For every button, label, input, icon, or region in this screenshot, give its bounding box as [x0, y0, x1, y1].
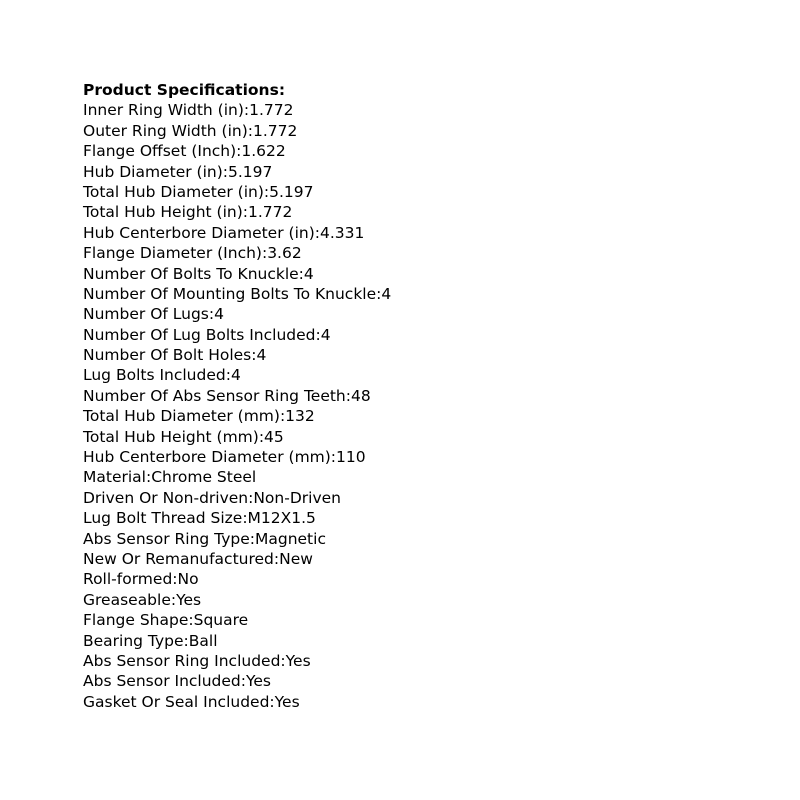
spec-lug-bolts-included-count: Number Of Lug Bolts Included:4 — [83, 325, 331, 344]
spec-bolt-holes: Number Of Bolt Holes:4 — [83, 346, 267, 365]
spec-abs-sensor-included: Abs Sensor Included:Yes — [83, 672, 272, 691]
spec-greaseable: Greaseable:Yes — [83, 590, 202, 609]
spec-lug-bolt-thread-size: Lug Bolt Thread Size:M12X1.5 — [83, 509, 316, 528]
spec-driven: Driven Or Non-driven:Non-Driven — [83, 488, 341, 507]
spec-flange-offset: Flange Offset (Inch):1.622 — [83, 142, 286, 161]
spec-list — [83, 100, 783, 712]
spec-number-of-lugs: Number Of Lugs:4 — [83, 305, 224, 324]
spec-flange-shape: Flange Shape:Square — [83, 611, 249, 630]
spec-lug-bolts-included: Lug Bolts Included:4 — [83, 366, 241, 385]
spec-hub-centerbore-diameter-in: Hub Centerbore Diameter (in):4.331 — [83, 223, 365, 242]
spec-total-hub-height-mm: Total Hub Height (mm):45 — [83, 427, 284, 446]
spec-abs-sensor-ring-included: Abs Sensor Ring Included:Yes — [83, 651, 311, 670]
spec-total-hub-diameter-mm: Total Hub Diameter (mm):132 — [83, 407, 315, 426]
spec-total-hub-height-in: Total Hub Height (in):1.772 — [83, 203, 293, 222]
spec-mounting-bolts-to-knuckle: Number Of Mounting Bolts To Knuckle:4 — [83, 284, 392, 303]
spec-total-hub-diameter-in: Total Hub Diameter (in):5.197 — [83, 182, 314, 201]
spec-roll-formed: Roll-formed:No — [83, 570, 199, 589]
spec-flange-diameter: Flange Diameter (Inch):3.62 — [83, 244, 302, 263]
spec-abs-sensor-ring-teeth: Number Of Abs Sensor Ring Teeth:48 — [83, 386, 371, 405]
spec-gasket-or-seal-included: Gasket Or Seal Included:Yes — [83, 692, 300, 711]
spec-hub-diameter: Hub Diameter (in):5.197 — [83, 162, 273, 181]
spec-hub-centerbore-diameter-mm: Hub Centerbore Diameter (mm):110 — [83, 448, 366, 467]
spec-abs-sensor-ring-type: Abs Sensor Ring Type:Magnetic — [83, 529, 326, 548]
spec-new-or-remanufactured: New Or Remanufactured:New — [83, 549, 313, 568]
product-specifications — [83, 80, 783, 712]
spec-inner-ring-width: Inner Ring Width (in):1.772 — [83, 101, 294, 120]
spec-title: Product Specifications: — [83, 81, 286, 99]
spec-outer-ring-width: Outer Ring Width (in):1.772 — [83, 121, 298, 140]
spec-bolts-to-knuckle: Number Of Bolts To Knuckle:4 — [83, 264, 314, 283]
spec-bearing-type: Bearing Type:Ball — [83, 631, 218, 650]
spec-material: Material:Chrome Steel — [83, 468, 257, 487]
